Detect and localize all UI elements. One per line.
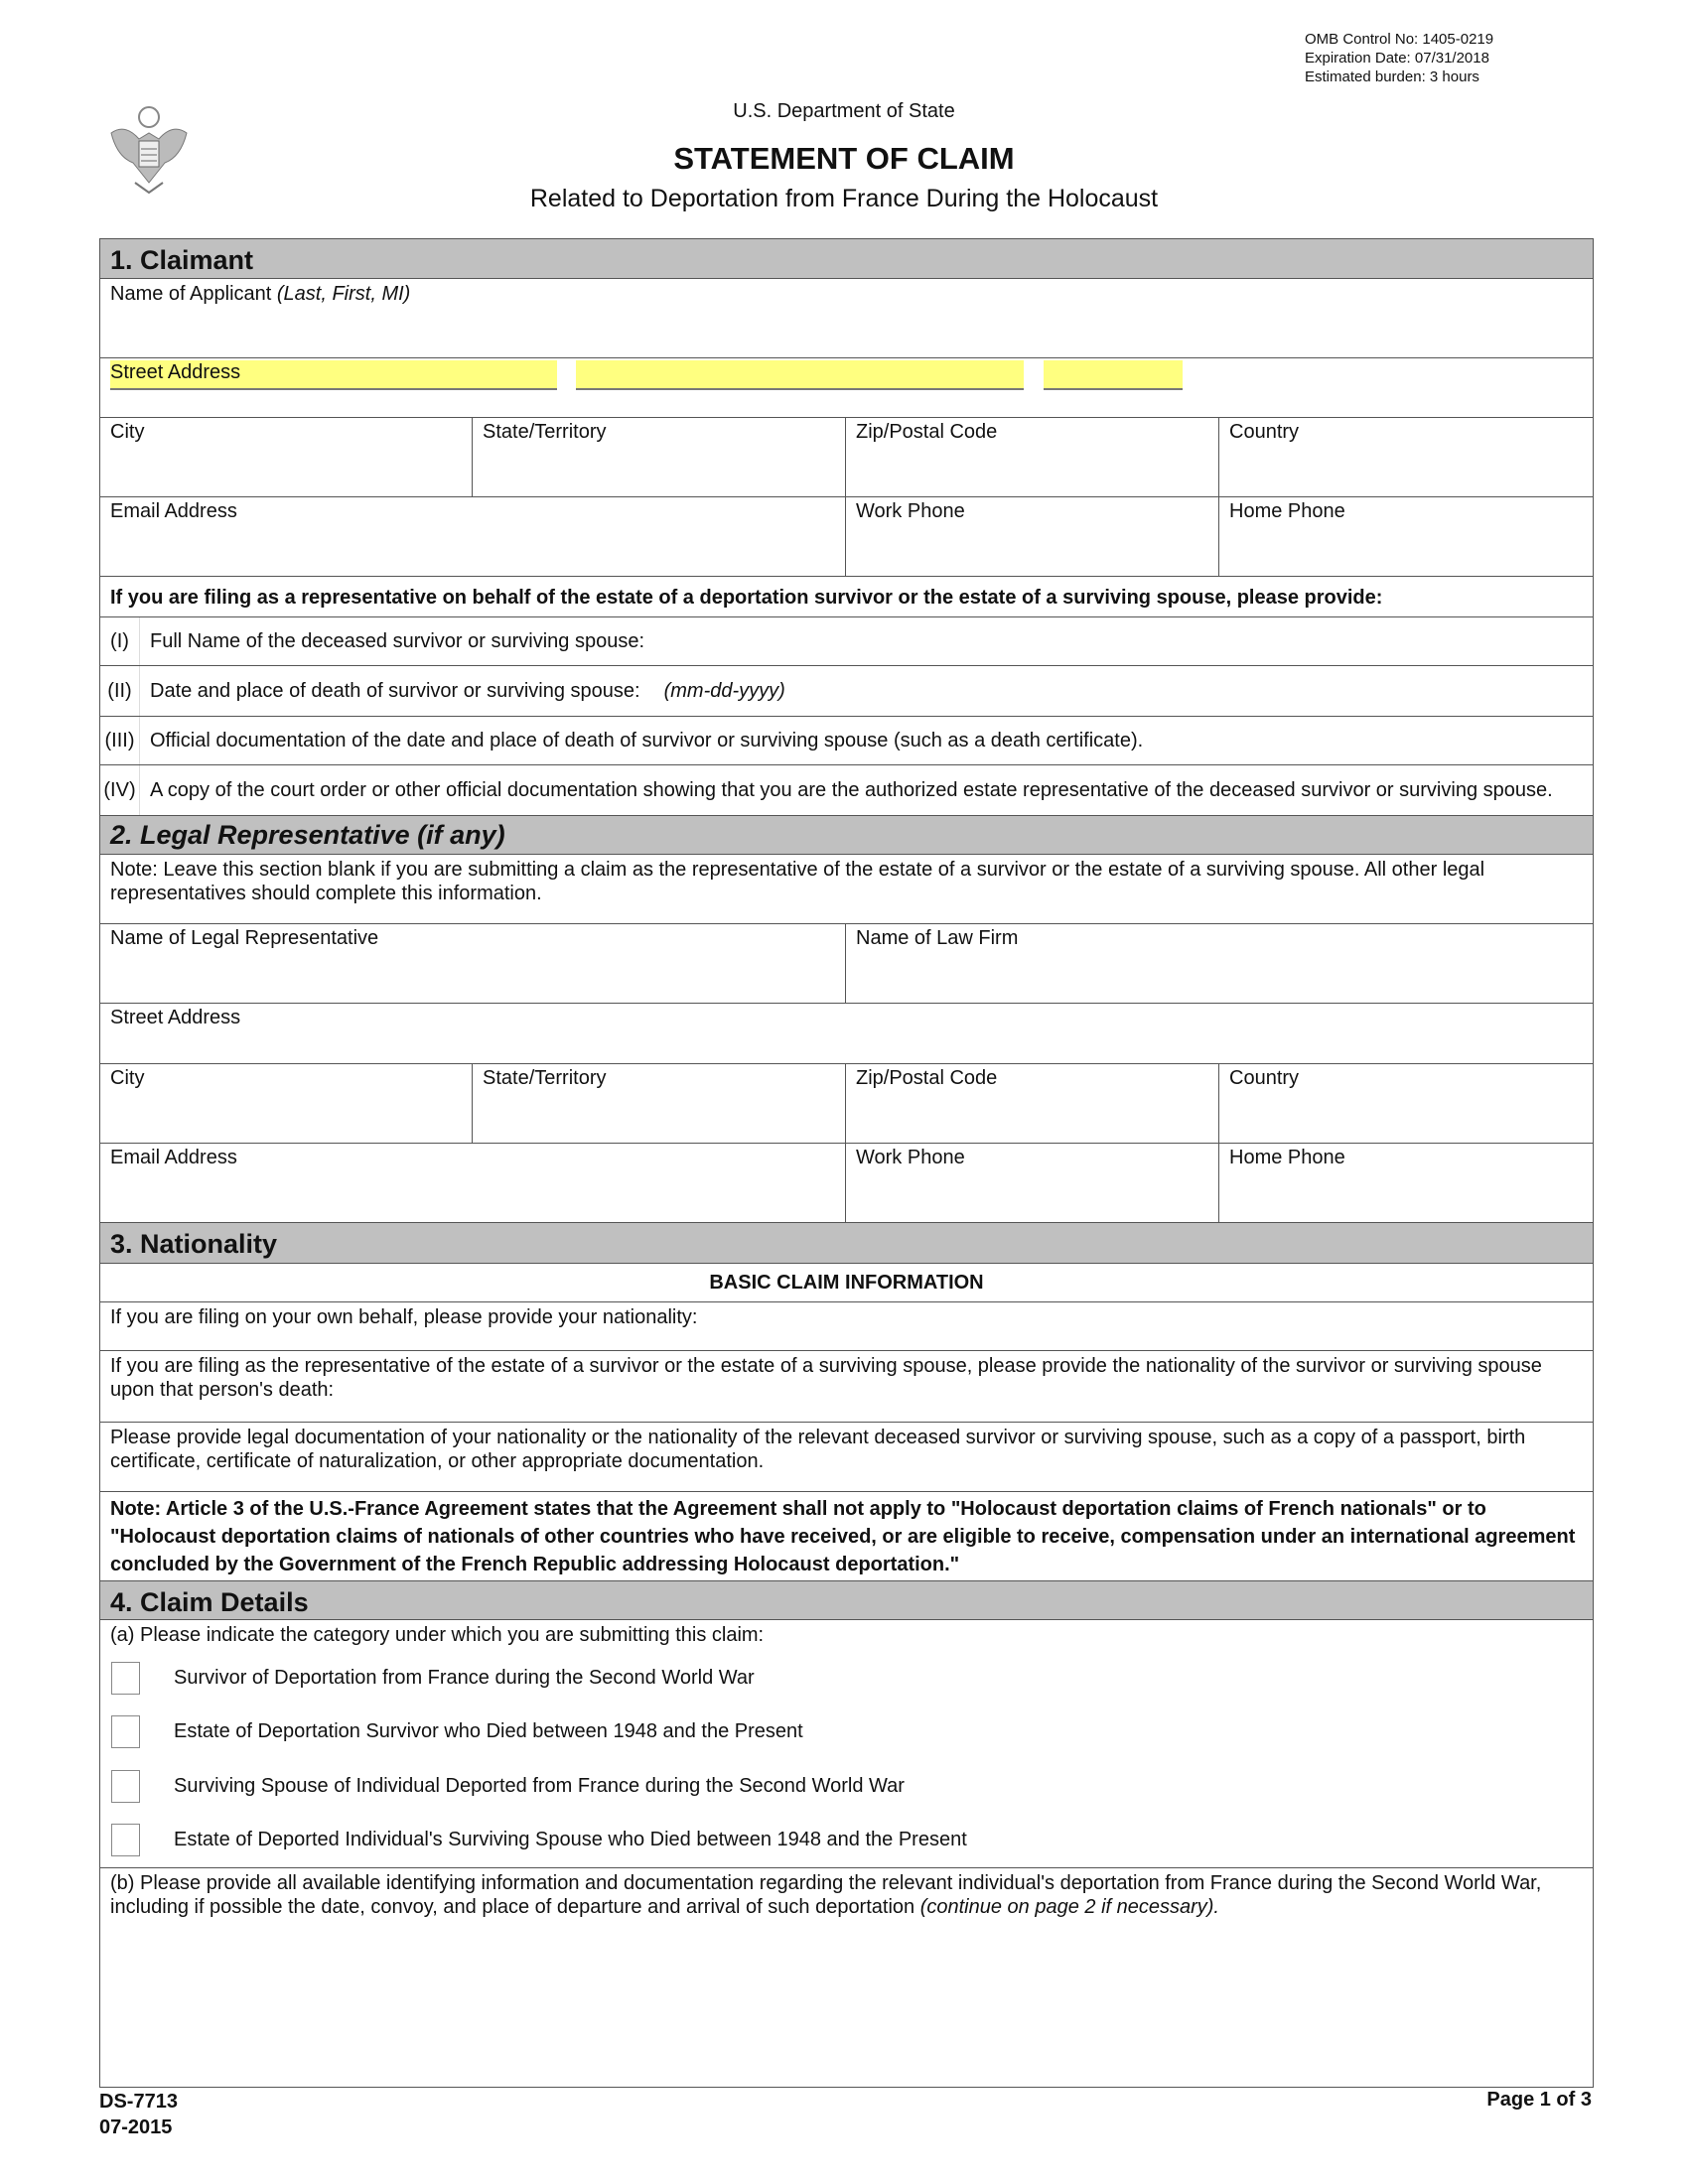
section-4-header [100, 1581, 1593, 1620]
omb-control: OMB Control No: 1405-0219 [1305, 31, 1494, 48]
s2-street-row[interactable] [100, 1004, 1593, 1064]
s2-zip-field[interactable]: Zip/Postal Code [846, 1064, 1219, 1143]
option-estate-spouse[interactable] [100, 1814, 1593, 1867]
option-label: Estate of Deportation Survivor who Died between 1948 and the Present [174, 1720, 803, 1743]
page-title: STATEMENT OF CLAIM [673, 141, 1015, 176]
law-firm-field[interactable]: Name of Law Firm [856, 927, 1019, 949]
s2-street-field[interactable]: Street Address [110, 1007, 241, 1028]
hint: (Last, First, MI) [276, 283, 411, 305]
item-iv[interactable] [100, 765, 1593, 816]
s2-state-field[interactable]: State/Territory [473, 1064, 846, 1143]
option-label: Survivor of Deportation from France during the Second World War [174, 1666, 755, 1689]
contact-row [100, 497, 1593, 577]
item-text: A copy of the court order or other official documentation showing that you are the authorized estate representative of the deceased survivor or surviving spouse. [150, 779, 1553, 801]
s2-work-phone-field[interactable]: Work Phone [846, 1144, 1219, 1222]
section-title: 4. Claim Details [110, 1587, 309, 1617]
country-field[interactable]: Country [1229, 421, 1300, 443]
applicant-name-label [100, 279, 420, 357]
s2-city-field[interactable]: City [100, 1064, 473, 1143]
department: U.S. Department of State [733, 100, 955, 122]
basic-claim-info [100, 1264, 1593, 1302]
zip-field[interactable]: Zip/Postal Code [846, 418, 1219, 496]
s2-country-field[interactable]: Country [1229, 1067, 1300, 1089]
rep-nationality-label: If you are filing as the representative of the estate of a survivor or the estate of a surviving spouse, please provide the nationality of the survivor or surviving spouse upon that person's death: [110, 1355, 1542, 1401]
checkbox[interactable] [111, 1770, 140, 1803]
item-number: (I) [100, 617, 140, 665]
item-iii[interactable] [100, 717, 1593, 765]
rep-intro [100, 577, 1593, 617]
own-nationality-row[interactable] [100, 1302, 1593, 1351]
section-3-header [100, 1223, 1593, 1264]
section-2-header [100, 816, 1593, 855]
street-address-field[interactable]: Street Address [110, 361, 241, 383]
legal-rep-row [100, 924, 1593, 1004]
text: Date and place of death of survivor or surviving spouse: [150, 680, 640, 702]
section-title: 3. Nationality [110, 1229, 278, 1259]
street-row[interactable] [100, 358, 1593, 418]
rep-nationality-row[interactable] [100, 1351, 1593, 1423]
work-phone-field[interactable]: Work Phone [846, 497, 1219, 576]
item-number: (III) [100, 717, 140, 764]
checkbox[interactable] [111, 1662, 140, 1695]
item-number: (IV) [100, 765, 140, 815]
page-subtitle: Related to Deportation from France During the Holocaust [529, 185, 1159, 212]
legal-rep-name-field[interactable]: Name of Legal Representative [100, 924, 846, 1003]
s2-email-field[interactable]: Email Address [100, 1144, 846, 1222]
text: (b) Please provide all available identifying information and documentation regarding the relevant individual's deportation from France during the Second World War, including if possible the date, convoy, and place of departure and arrival of such deportation [110, 1872, 1542, 1918]
option-label: Surviving Spouse of Individual Deported from France during the Second World War [174, 1774, 905, 1797]
claim-form [99, 238, 1594, 2088]
option-survivor[interactable] [100, 1651, 1593, 1705]
hint: (continue on page 2 if necessary). [919, 1896, 1219, 1918]
option-estate-survivor[interactable] [100, 1706, 1593, 1759]
docs-text: Please provide legal documentation of your nationality or the nationality of the relevant deceased survivor or surviving spouse, such as a copy of a passport, birth certificate, certificate of naturalization, or other appropriate documentation. [110, 1427, 1526, 1472]
s2-note [100, 855, 1593, 924]
omb-info [1305, 30, 1493, 86]
note-text: Note: Article 3 of the U.S.-France Agreement states that the Agreement shall not apply to "Holocaust deportation claims of French nationals" or to "Holocaust deportation claims of nationals of other countries who have received, or are eligible to receive, compensation under an international agreement concluded by the Government of the French Republic addressing Holocaust deportation." [110, 1498, 1576, 1575]
form-date: 07-2015 [99, 2116, 173, 2138]
state-field[interactable]: State/Territory [473, 418, 846, 496]
omb-expiration: Expiration Date: 07/31/2018 [1305, 50, 1489, 67]
city-row [100, 418, 1593, 497]
hint: (if any) [417, 820, 505, 850]
s2-home-phone-field[interactable]: Home Phone [1229, 1147, 1345, 1168]
details-label [100, 1868, 1593, 2087]
section-1-header [100, 239, 1593, 279]
item-number: (II) [100, 666, 140, 716]
own-nationality-label: If you are filing on your own behalf, please provide your nationality: [110, 1306, 698, 1328]
item-i[interactable] [100, 617, 1593, 666]
option-label: Estate of Deported Individual's Surviving Spouse who Died between 1948 and the Present [174, 1829, 967, 1851]
item-text: Official documentation of the date and place of death of survivor or surviving spouse (such as a death certificate). [150, 730, 1144, 751]
s2-city-row [100, 1064, 1593, 1144]
s2-contact-row [100, 1144, 1593, 1223]
form-number: DS-7713 [99, 2091, 178, 2113]
applicant-name-row [100, 279, 1593, 358]
item-text [140, 666, 1593, 716]
label: Name of Applicant [110, 283, 277, 305]
category-section [100, 1620, 1593, 1868]
page-number: Page 1 of 3 [1486, 2089, 1592, 2111]
section-title: 1. Claimant [110, 245, 254, 275]
home-phone-field[interactable]: Home Phone [1229, 500, 1345, 522]
deportation-details-area[interactable] [100, 1868, 1593, 2088]
option-spouse[interactable] [100, 1759, 1593, 1813]
subheading: BASIC CLAIM INFORMATION [709, 1272, 984, 1294]
title: 2. Legal Representative [110, 820, 418, 850]
rep-intro-text: If you are filing as a representative on behalf of the estate of a deportation survivor or the estate of a surviving spouse, please provide: [110, 587, 1383, 609]
checkbox[interactable] [111, 1824, 140, 1856]
item-ii[interactable] [100, 666, 1593, 717]
checkbox[interactable] [111, 1715, 140, 1748]
category-label: (a) Please indicate the category under which you are submitting this claim: [110, 1624, 765, 1646]
city-field[interactable]: City [100, 418, 473, 496]
form-id [99, 2089, 178, 2140]
item-text: Full Name of the deceased survivor or surviving spouse: [150, 630, 645, 652]
note-text: Note: Leave this section blank if you are submitting a claim as the representative of the estate of a survivor or the estate of a surviving spouse. All other legal representatives should complete this information. [110, 859, 1485, 904]
nationality-docs-row [100, 1423, 1593, 1492]
omb-burden: Estimated burden: 3 hours [1305, 68, 1479, 85]
section-title [110, 820, 505, 854]
email-field[interactable]: Email Address [100, 497, 846, 576]
date-hint: (mm-dd-yyyy) [663, 680, 785, 702]
article-3-note [100, 1492, 1593, 1581]
